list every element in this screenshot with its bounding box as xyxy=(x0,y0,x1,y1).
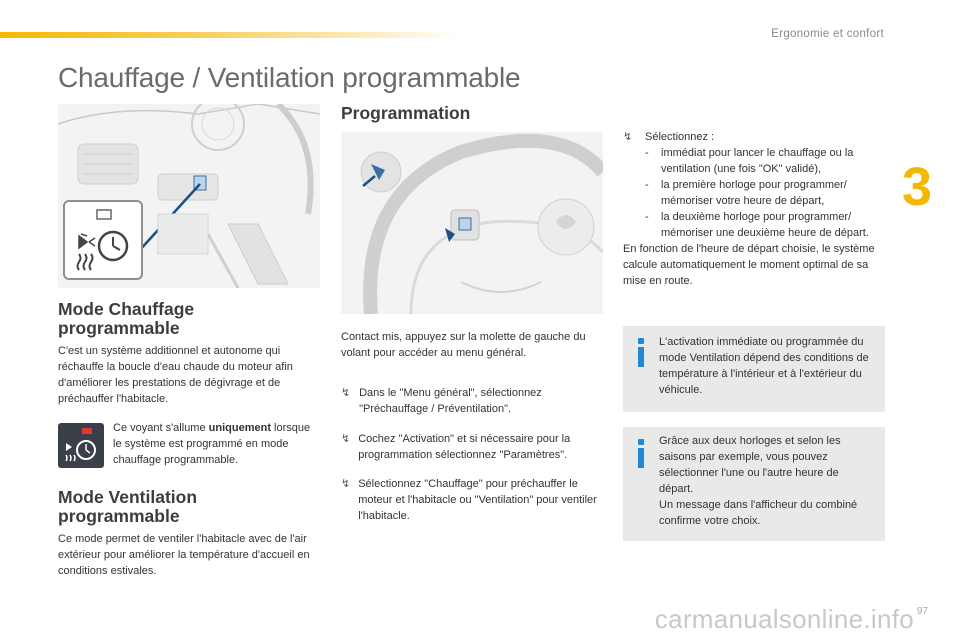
bullet-arrow-icon: ↯ xyxy=(341,433,351,445)
mode-chauffage-text: C'est un système additionnel et autonome qui réchauffe la boucle d'eau chaude du moteur afin d'améliorer les prestations de dégivrage et de préchauffer l'habitacle. xyxy=(58,345,293,405)
select-options-list xyxy=(623,145,885,241)
info-activation-text: L'activation immédiate ou programmée du mode Ventilation dépend des conditions de température à l'intérieur et à l'extérieur du véhicule. xyxy=(659,336,869,396)
select-option: - la deuxième horloge pour programmer/ mémoriser une deuxième heure de départ. xyxy=(639,209,885,241)
bullet-arrow-icon: ↯ xyxy=(341,387,351,399)
info-icon xyxy=(637,338,645,367)
programmation-heading: Programmation xyxy=(341,103,471,123)
indicator-text-post: lorsque le système est programmé en mode chauffage programmable. xyxy=(113,422,311,466)
page-number: 97 xyxy=(916,606,928,617)
info-clocks-text-1: Grâce aux deux horloges et selon les saisons par exemple, vous pouvez sélectionner l'une ou l'autre heure de départ. xyxy=(659,435,841,495)
start-time-paragraph: En fonction de l'heure de départ choisie, le système calcule automatiquement le moment optimal de sa mise en route. xyxy=(623,243,875,287)
info-icon xyxy=(637,439,645,468)
steering-wheel-drawing xyxy=(341,132,603,314)
select-option: - immédiat pour lancer le chauffage ou la ventilation (une fois "OK" validé), xyxy=(639,145,885,177)
info-box-clocks xyxy=(623,427,885,541)
programmation-step-2-text: Cochez "Activation" et si nécessaire pour la programmation sélectionnez "Paramètres". xyxy=(358,433,571,461)
bullet-arrow-icon: ↯ xyxy=(623,131,633,143)
page-title: Chauffage / Ventilation programmable xyxy=(58,62,521,93)
header-accent-bar xyxy=(0,32,460,38)
info-clocks-text xyxy=(659,433,875,529)
info-box-activation xyxy=(623,326,885,412)
indicator-text-pre: Ce voyant s'allume xyxy=(113,422,209,434)
heater-clock-icon xyxy=(65,202,141,278)
dashboard-illustration xyxy=(58,104,320,288)
mode-ventilation-text: Ce mode permet de ventiler l'habitacle avec de l'air extérieur pour améliorer la température d'accueil en conditions estivales. xyxy=(58,533,310,577)
select-label: Sélectionnez : xyxy=(645,131,715,143)
indicator-text-bold: uniquement xyxy=(208,422,271,434)
indicator-description xyxy=(113,420,313,468)
programmation-step-1 xyxy=(341,385,603,417)
mode-ventilation-heading-line2: programmable xyxy=(58,506,180,526)
heater-control-zoom xyxy=(63,200,143,280)
mode-chauffage-heading-line2: programmable xyxy=(58,318,180,338)
programmation-step-1-text: Dans le "Menu général", sélectionnez "Préchauffage / Préventilation". xyxy=(359,387,542,415)
chapter-number: 3 xyxy=(902,157,933,217)
mode-ventilation-heading-line1: Mode Ventilation xyxy=(58,487,198,507)
select-label-row xyxy=(623,129,885,145)
warning-lamp-icon xyxy=(58,423,104,468)
select-option: - la première horloge pour programmer/ mémoriser votre heure de départ, xyxy=(639,177,885,209)
programmation-intro: Contact mis, appuyez sur la molette de gauche du volant pour accéder au menu général. xyxy=(341,331,586,359)
steering-wheel-illustration xyxy=(341,132,603,314)
mode-chauffage-heading-line1: Mode Chauffage xyxy=(58,299,195,319)
programmation-step-2 xyxy=(341,431,603,463)
mode-ventilation-heading xyxy=(58,488,318,526)
programmation-step-3-text: Sélectionnez "Chauffage" pour préchauffer le moteur et l'habitacle ou "Ventilation" pour ventiler l'habitacle. xyxy=(358,478,597,522)
programmation-step-3 xyxy=(341,476,603,524)
select-block xyxy=(623,129,885,289)
watermark: carmanualsonline.info xyxy=(654,604,914,634)
info-clocks-text-2: Un message dans l'afficheur du combiné confirme votre choix. xyxy=(659,499,858,527)
mode-chauffage-heading xyxy=(58,300,318,338)
bullet-arrow-icon: ↯ xyxy=(341,478,351,490)
section-title: Ergonomie et confort xyxy=(771,28,884,40)
